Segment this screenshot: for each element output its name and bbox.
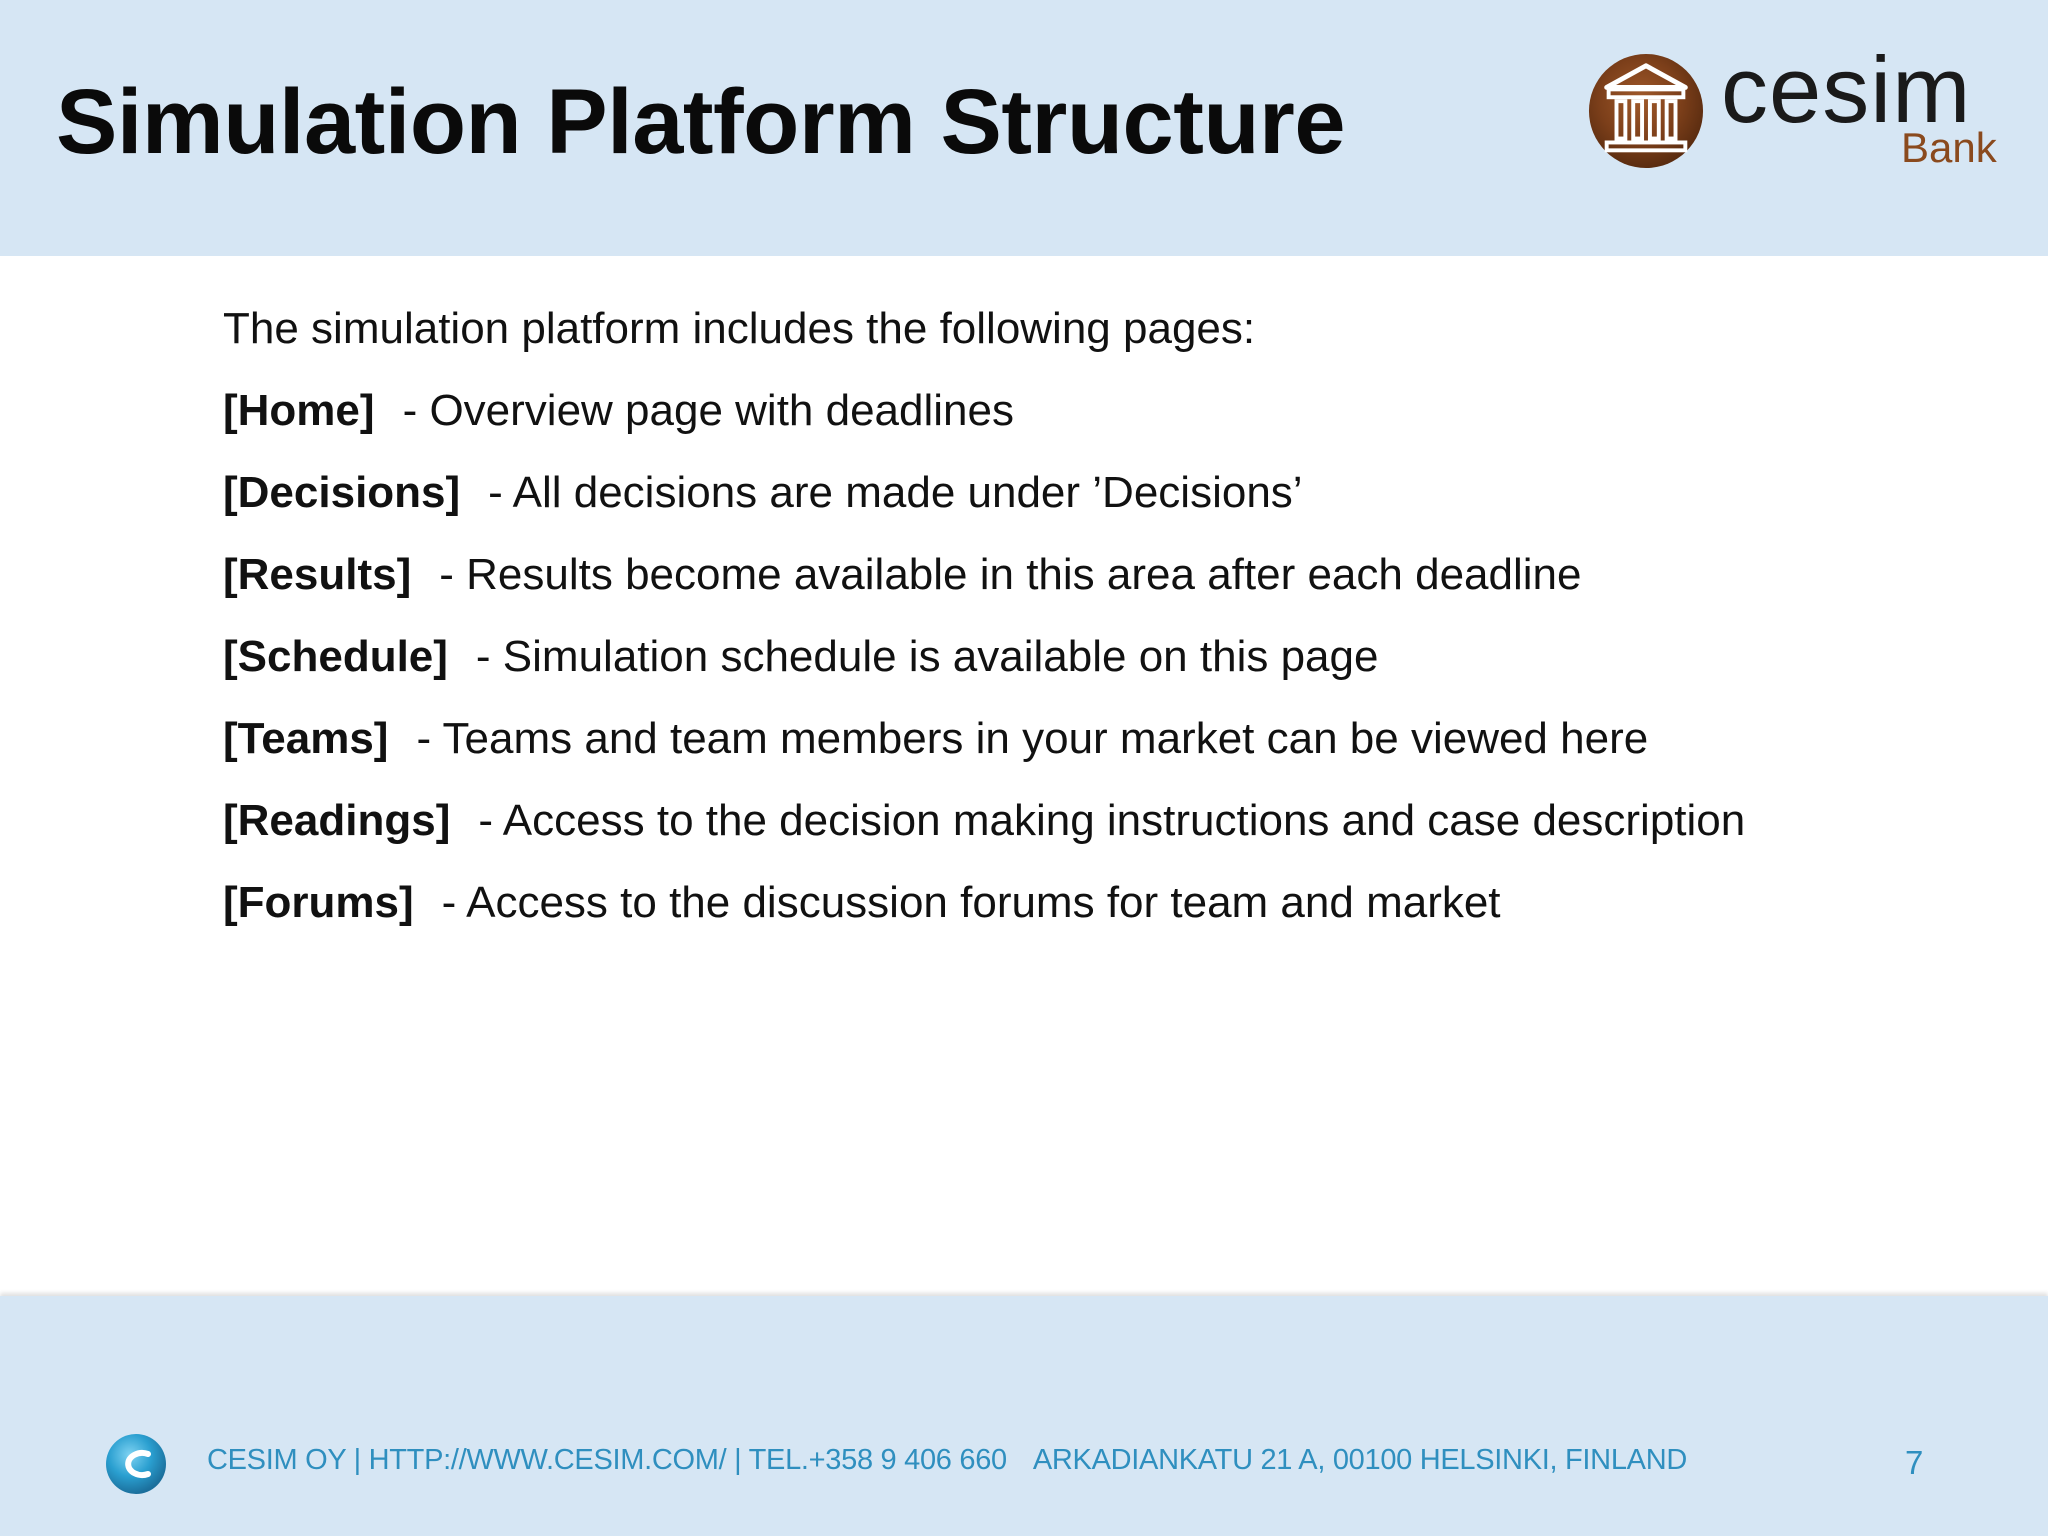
- item-key: [Forums]: [223, 878, 414, 927]
- slide-footer: [0, 1296, 2048, 1536]
- slide-title: Simulation Platform Structure: [56, 71, 1345, 173]
- item-desc: - Access to the discussion forums for team and market: [441, 878, 1501, 927]
- item-desc: - Teams and team members in your market can be viewed here: [416, 714, 1649, 763]
- item-key: [Schedule]: [223, 632, 448, 681]
- list-item-readings: [223, 790, 2003, 872]
- item-key: [Home]: [223, 386, 375, 435]
- cesim-bank-logo: [1585, 37, 2005, 175]
- logo-subtitle: Bank: [1901, 124, 1997, 171]
- list-item-results: [223, 544, 2003, 626]
- item-desc: - All decisions are made under ’Decisions’: [488, 468, 1303, 517]
- item-key: [Decisions]: [223, 468, 461, 517]
- bank-building-icon: [1587, 52, 1705, 170]
- footer-company: CESIM OY | HTTP://WWW.CESIM.COM/ | TEL.+358 9 406 660: [207, 1444, 1007, 1476]
- list-item-home: [223, 380, 2003, 462]
- item-desc: - Overview page with deadlines: [402, 386, 1014, 435]
- item-key: [Teams]: [223, 714, 389, 763]
- item-key: [Readings]: [223, 796, 451, 845]
- footer-address: ARKADIANKATU 21 A, 00100 HELSINKI, FINLAND: [1032, 1444, 1687, 1476]
- list-item-teams: [223, 708, 2003, 790]
- item-desc: - Simulation schedule is available on this page: [475, 632, 1379, 681]
- cesim-c-icon: [104, 1432, 168, 1496]
- footer-contact: [207, 1444, 1687, 1477]
- slide-header: [0, 0, 2048, 256]
- page-number: 7: [1905, 1444, 1924, 1481]
- list-item-decisions: [223, 462, 2003, 544]
- logo-wordmark: cesim: [1721, 37, 1972, 142]
- list-item-schedule: [223, 626, 2003, 708]
- list-item-forums: [223, 872, 2003, 954]
- slide-content: [223, 298, 2003, 954]
- item-desc: - Access to the decision making instructions and case description: [478, 796, 1746, 845]
- intro-text: The simulation platform includes the following pages:: [223, 304, 1256, 353]
- item-key: [Results]: [223, 550, 412, 599]
- item-desc: - Results become available in this area after each deadline: [439, 550, 1582, 599]
